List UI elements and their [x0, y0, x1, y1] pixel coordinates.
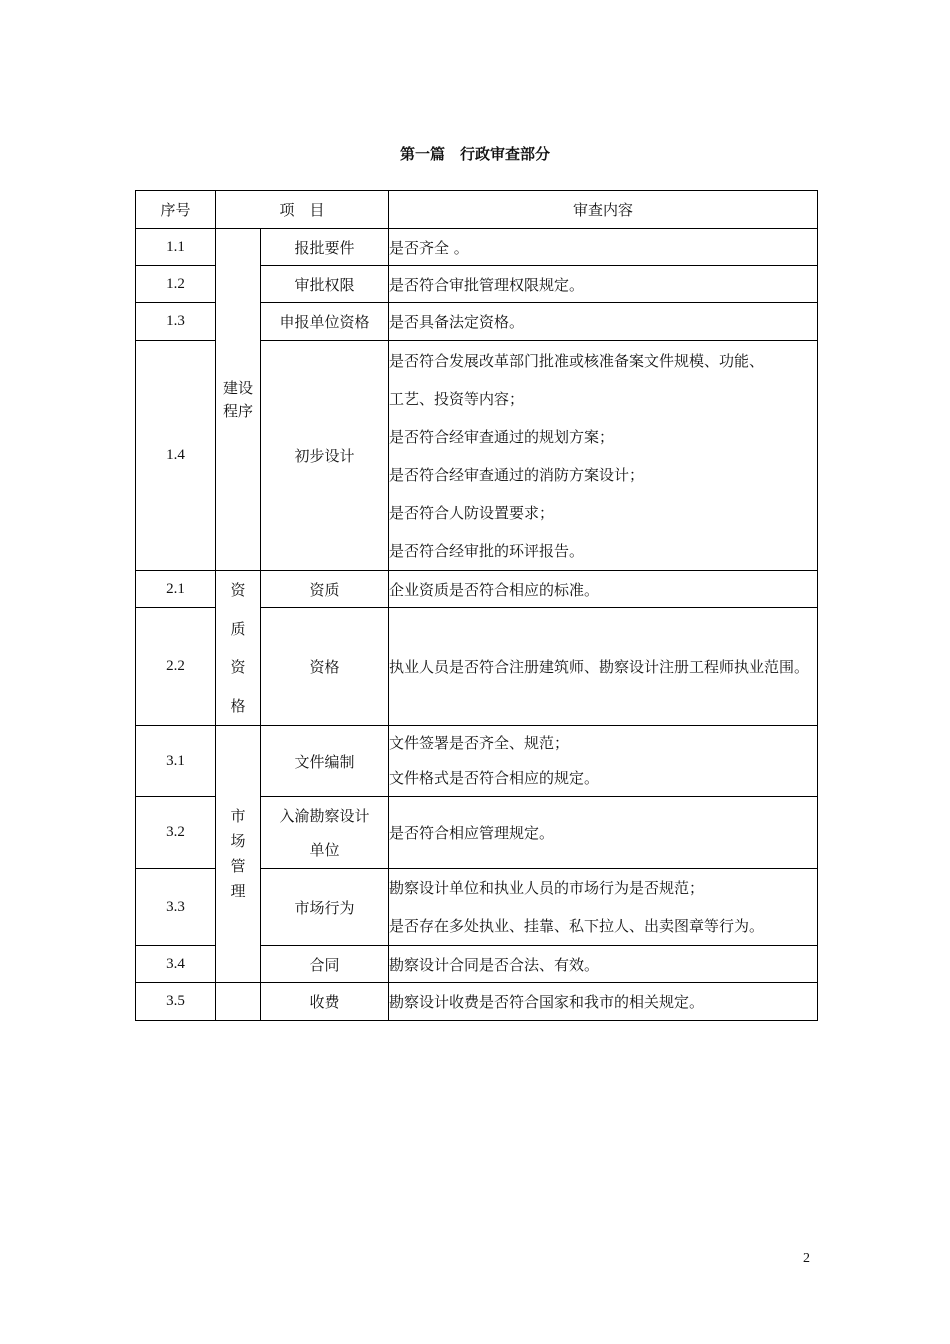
review-table [135, 190, 818, 1021]
content-cell: 文件签署是否齐全、规范； 文件格式是否符合相应的规定。 [389, 726, 818, 797]
page-title: 第一篇 行政审查部分 [399, 145, 550, 163]
item-cell: 申报单位资格 [261, 303, 389, 341]
row-number: 2.2 [136, 608, 216, 726]
page-number: 2 [803, 1251, 810, 1266]
group-label-line: 格 [230, 696, 246, 715]
item-cell: 资质 [261, 571, 389, 608]
content-cell: 勘察设计收费是否符合国家和我市的相关规定。 [389, 983, 818, 1021]
table-row [136, 726, 818, 797]
content-cell: 是否符合审批管理权限规定。 [389, 266, 818, 303]
group-market-management [216, 726, 261, 983]
item-cell: 初步设计 [261, 341, 389, 571]
item-cell: 报批要件 [261, 229, 389, 266]
row-number: 1.2 [136, 266, 216, 303]
row-number: 2.1 [136, 571, 216, 608]
row-number: 3.5 [136, 983, 216, 1021]
row-number: 3.3 [136, 869, 216, 946]
table-row [136, 229, 818, 266]
header-item: 项 目 [216, 191, 389, 229]
content-cell: 是否符合发展改革部门批准或核准备案文件规模、功能、 工艺、投资等内容； 是否符合经审查通过的规划方案； 是否符合经审查通过的消防方案设计； 是否符合人防设置要求； 是否符合经审批的环评报告。 [389, 341, 818, 571]
item-cell: 入渝勘察设计 单位 [261, 797, 389, 869]
content-cell: 执业人员是否符合注册建筑师、勘察设计注册工程师执业范围。 [389, 608, 818, 726]
row-number: 3.1 [136, 726, 216, 797]
table-header-row [136, 191, 818, 229]
table-row [136, 983, 818, 1021]
content-cell: 企业资质是否符合相应的标准。 [389, 571, 818, 608]
group-label-line: 市 [230, 807, 246, 825]
group-label-line: 程序 [222, 401, 253, 420]
row-number: 1.1 [136, 229, 216, 266]
group-label-line: 场 [230, 832, 246, 850]
item-cell: 市场行为 [261, 869, 389, 946]
content-cell: 是否符合相应管理规定。 [389, 797, 818, 869]
group-qualification [216, 571, 261, 726]
item-cell: 合同 [261, 946, 389, 983]
row-number: 3.4 [136, 946, 216, 983]
content-cell: 勘察设计单位和执业人员的市场行为是否规范； 是否存在多处执业、挂靠、私下拉人、出卖图章等行为。 [389, 869, 818, 946]
row-number: 1.3 [136, 303, 216, 341]
content-cell: 是否具备法定资格。 [389, 303, 818, 341]
item-cell: 资格 [261, 608, 389, 726]
group-label-line: 管 [230, 857, 246, 875]
group-label-line: 资 [230, 658, 246, 676]
header-seq: 序号 [136, 191, 216, 229]
item-cell: 文件编制 [261, 726, 389, 797]
content-cell: 是否齐全 。 [389, 229, 818, 266]
group-label-line: 理 [230, 882, 246, 900]
content-cell: 勘察设计合同是否合法、有效。 [389, 946, 818, 983]
row-number: 1.4 [136, 341, 216, 571]
group-label-line: 质 [230, 619, 246, 638]
group-label-line: 建设 [222, 378, 253, 397]
empty-group-cell [216, 983, 261, 1021]
row-number: 3.2 [136, 797, 216, 869]
item-cell: 收费 [261, 983, 389, 1021]
table-row [136, 571, 818, 608]
item-cell: 审批权限 [261, 266, 389, 303]
group-construction-procedure [216, 229, 261, 571]
group-label-line: 资 [230, 581, 246, 599]
header-content: 审查内容 [389, 191, 818, 229]
